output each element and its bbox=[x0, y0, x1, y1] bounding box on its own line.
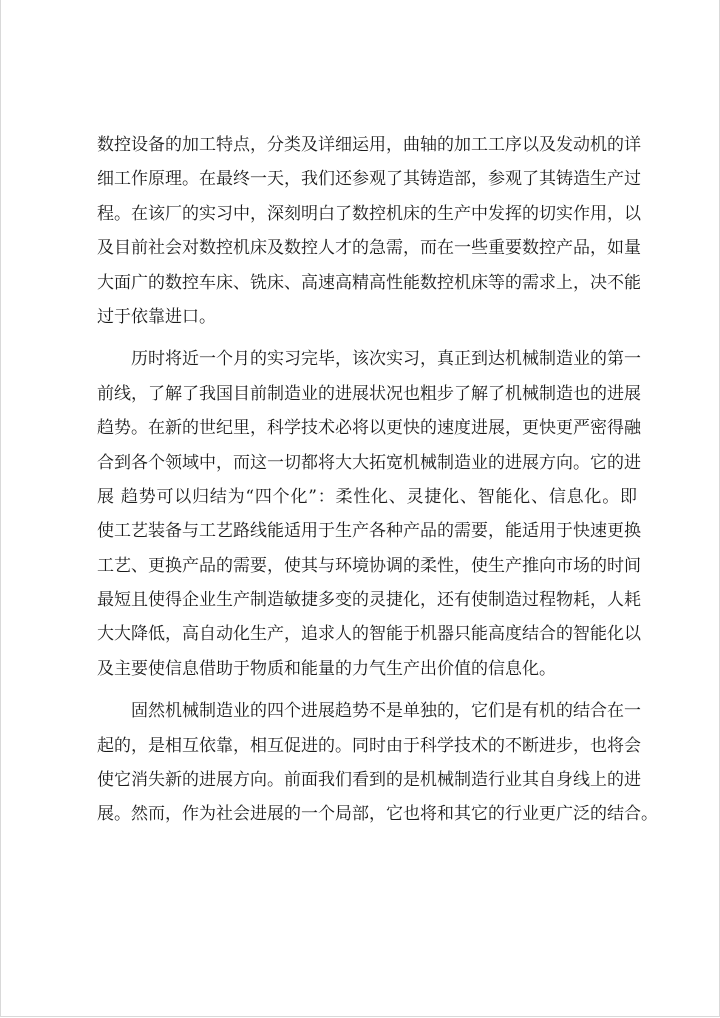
text-line: 趋势。在新的世纪里，科学技术必将以更快的速度进展，更快更严密得融 bbox=[97, 418, 641, 439]
text-line: 大大降低，高自动化生产，追求人的智能于机器只能高度结合的智能化以 bbox=[97, 624, 641, 645]
text-line: 使它消失新的进展方向。前面我们看到的是机械制造行业其自身线上的进 bbox=[97, 770, 641, 791]
text-line: 细工作原理。在最终一天，我们还参观了其铸造部，参观了其铸造生产过 bbox=[97, 169, 641, 190]
text-line: 过于依靠进口。 bbox=[97, 306, 216, 327]
text-line: 前线，了解了我国目前制造业的进展状况也粗步了解了机械制造也的进展 bbox=[97, 383, 641, 404]
text-line: 展 趋势可以归结为“四个化”：柔性化、灵捷化、智能化、信息化。即 bbox=[97, 486, 637, 507]
text-line: 程。在该厂的实习中，深刻明白了数控机床的生产中发挥的切实作用，以 bbox=[97, 203, 641, 224]
text-line: 及主要使信息借助于物质和能量的力气生产出价值的信息化。 bbox=[97, 658, 556, 679]
paragraph-spacer bbox=[97, 686, 637, 694]
paragraph-spacer bbox=[97, 334, 637, 342]
text-line: 起的，是相互依靠，相互促进的。同时由于科学技术的不断进步，也将会 bbox=[97, 735, 641, 756]
text-line: 及目前社会对数控机床及数控人才的急需，而在一些重要数控产品，如量 bbox=[97, 238, 641, 259]
text-line: 工艺、更换产品的需要，使其与环境协调的柔性，使生产推向市场的时间 bbox=[97, 555, 641, 576]
paragraph-2 bbox=[97, 342, 641, 686]
text-line: 合到各个领域中，而这一切都将大大拓宽机械制造业的进展方向。它的进 bbox=[97, 452, 641, 473]
text-line: 固然机械制造业的四个进展趋势不是单独的，它们是有机的结合在一 bbox=[131, 701, 641, 722]
text-line: 使工艺装备与工艺路线能适用于生产各种产品的需要，能适用于快速更换 bbox=[97, 521, 641, 542]
document-body bbox=[97, 128, 658, 832]
paragraph-3 bbox=[97, 694, 658, 832]
text-line: 历时将近一个月的实习完毕，该次实习，真正到达机械制造业的第一 bbox=[131, 349, 641, 370]
text-line: 展。然而，作为社会进展的一个局部，它也将和其它的行业更广泛的结合。 bbox=[97, 804, 658, 825]
text-line: 最短且使得企业生产制造敏捷多变的灵捷化，还有使制造过程物耗，人耗 bbox=[97, 590, 641, 611]
text-line: 大面广的数控车床、铣床、高速高精高性能数控机床等的需求上，决不能 bbox=[97, 272, 641, 293]
paragraph-1 bbox=[97, 128, 641, 334]
text-line: 数控设备的加工特点，分类及详细运用，曲轴的加工工序以及发动机的详 bbox=[97, 135, 641, 155]
